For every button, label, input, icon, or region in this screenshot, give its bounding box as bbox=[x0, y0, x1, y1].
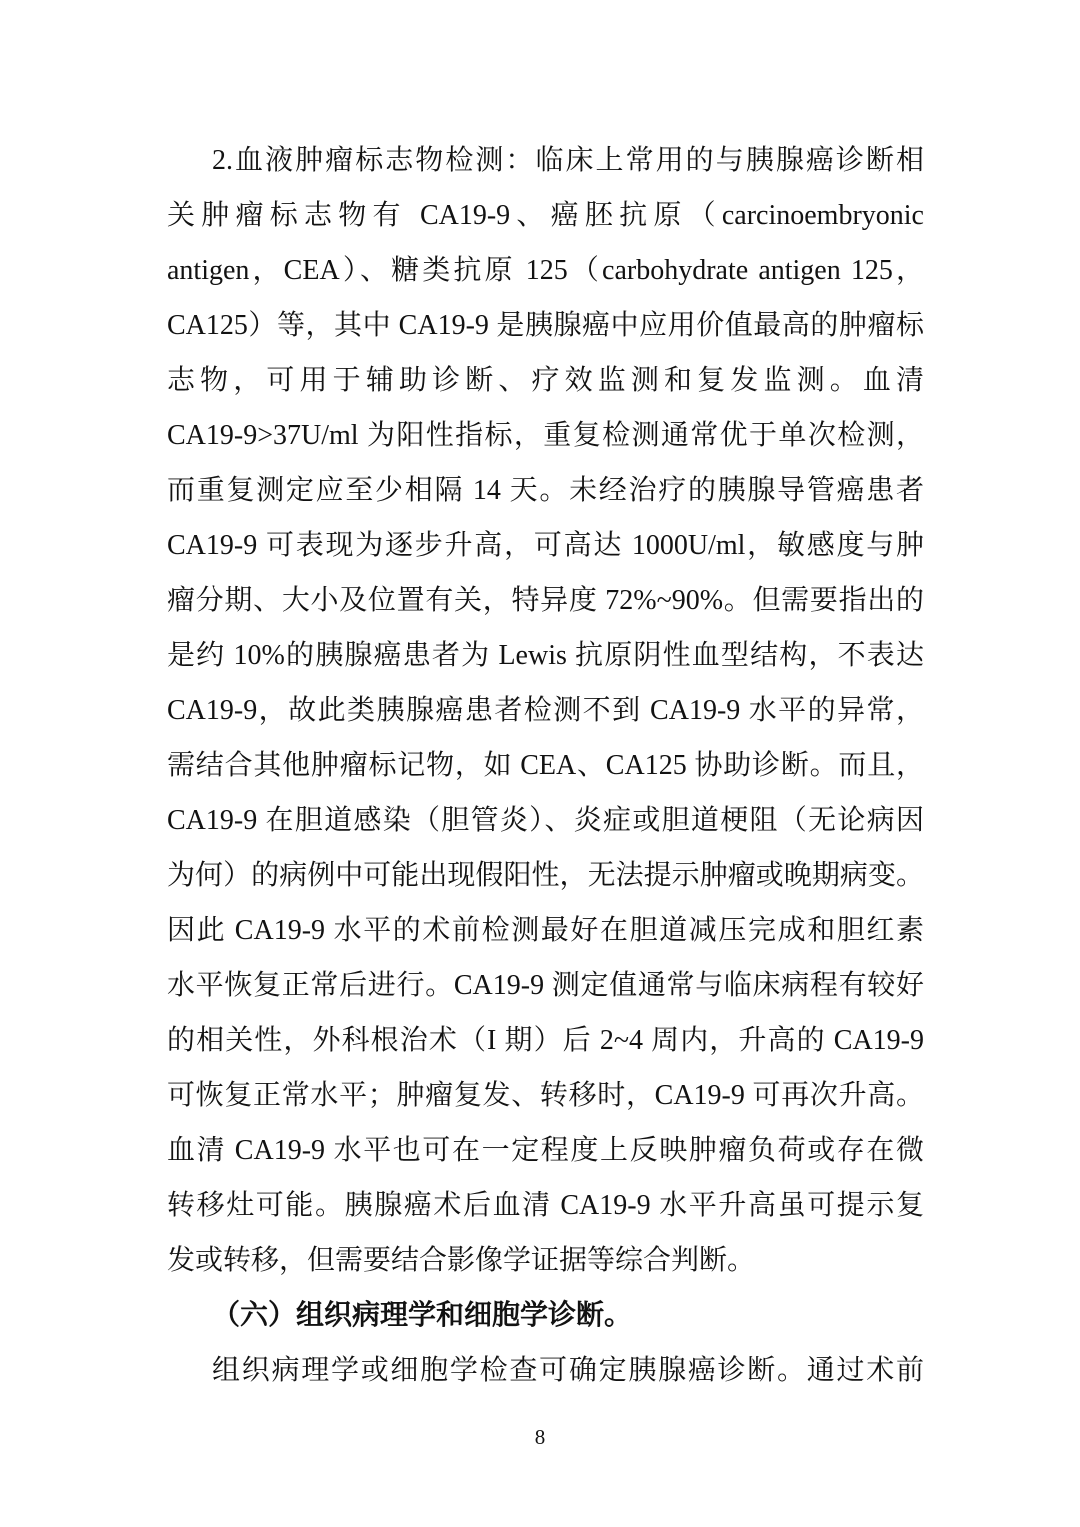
text-line: 瘤分期、大小及位置有关，特异度 72%~90%。但需要指出的 bbox=[167, 585, 924, 616]
text-line: CA19-9，故此类胰腺癌患者检测不到 CA19-9 水平的异常， bbox=[167, 695, 924, 726]
document-body bbox=[167, 133, 924, 1398]
text-line: 而重复测定应至少相隔 14 天。未经治疗的胰腺导管癌患者 bbox=[167, 475, 924, 506]
text-line: 是约 10%的胰腺癌患者为 Lewis 抗原阴性血型结构，不表达 bbox=[167, 640, 924, 671]
text-line: 发或转移，但需要结合影像学证据等综合判断。 bbox=[167, 1245, 756, 1276]
text-line: CA19-9 可表现为逐步升高，可高达 1000U/ml，敏感度与肿 bbox=[167, 530, 924, 561]
text-line: antigen，CEA）、糖类抗原 125（carbohydrate antigen 125， bbox=[167, 255, 924, 286]
text-line: CA125）等，其中 CA19-9 是胰腺癌中应用价值最高的肿瘤标 bbox=[167, 310, 924, 341]
text-line: 可恢复正常水平；肿瘤复发、转移时，CA19-9 可再次升高。 bbox=[167, 1080, 924, 1111]
text-line: 组织病理学或细胞学检查可确定胰腺癌诊断。通过术前 bbox=[212, 1355, 924, 1386]
text-line: 需结合其他肿瘤标记物，如 CEA、CA125 协助诊断。而且， bbox=[167, 750, 924, 781]
text-line: CA19-9>37U/ml 为阳性指标，重复检测通常优于单次检测， bbox=[167, 420, 924, 451]
text-line: 水平恢复正常后进行。CA19-9 测定值通常与临床病程有较好 bbox=[167, 970, 924, 1001]
page-number: 8 bbox=[534, 1425, 546, 1449]
section-heading: （六）组织病理学和细胞学诊断。 bbox=[212, 1300, 633, 1331]
text-line: 为何）的病例中可能出现假阳性，无法提示肿瘤或晚期病变。 bbox=[167, 860, 924, 891]
text-line: 关肿瘤标志物有 CA19-9、癌胚抗原（carcinoembryonic bbox=[167, 200, 924, 231]
text-line: 的相关性，外科根治术（I 期）后 2~4 周内，升高的 CA19-9 bbox=[167, 1025, 924, 1056]
text-line: 转移灶可能。胰腺癌术后血清 CA19-9 水平升高虽可提示复 bbox=[167, 1190, 924, 1221]
text-line: 2.血液肿瘤标志物检测：临床上常用的与胰腺癌诊断相 bbox=[212, 145, 924, 176]
text-line: 志物，可用于辅助诊断、疗效监测和复发监测。血清 bbox=[167, 365, 924, 396]
text-line: 血清 CA19-9 水平也可在一定程度上反映肿瘤负荷或存在微 bbox=[167, 1135, 924, 1166]
text-line: CA19-9 在胆道感染（胆管炎）、炎症或胆道梗阻（无论病因 bbox=[167, 805, 924, 836]
text-line: 因此 CA19-9 水平的术前检测最好在胆道减压完成和胆红素 bbox=[167, 915, 924, 946]
